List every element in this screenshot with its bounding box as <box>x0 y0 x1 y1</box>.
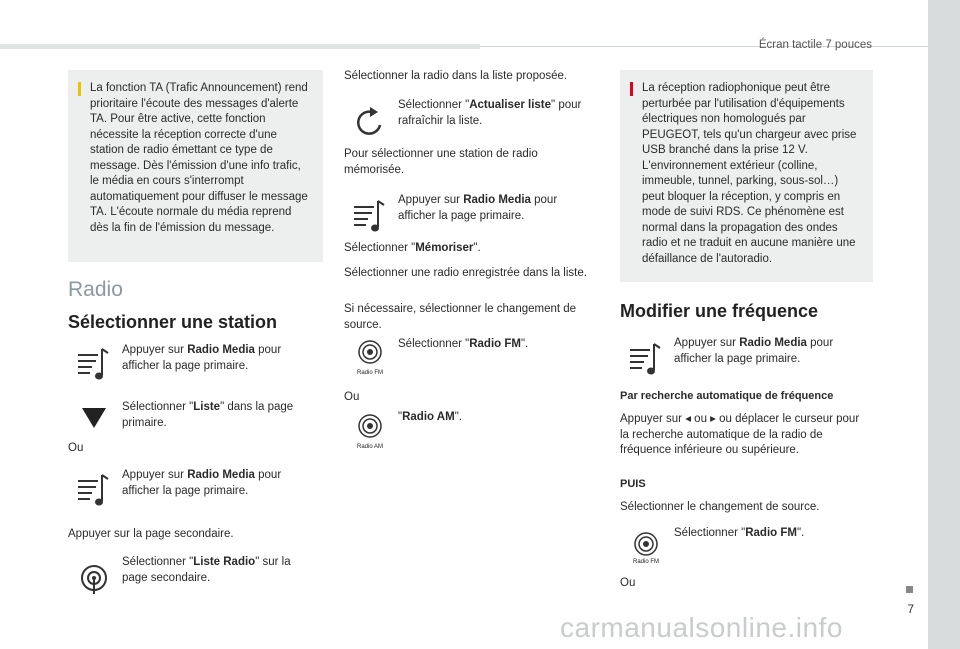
ou-label: Ou <box>620 577 636 589</box>
page-number: 7 <box>907 602 914 616</box>
watermark: carmanualsonline.info <box>560 612 843 643</box>
ou-label: Ou <box>68 442 84 454</box>
header-rule-left <box>0 44 480 49</box>
step-memoriser: Sélectionner "Mémoriser". <box>344 242 481 254</box>
step-open-radio-media-3: Appuyer sur Radio Media pour afficher la page primaire. <box>398 194 558 222</box>
step-refresh-list: Sélectionner "Actualiser liste" pour rafraîchir la liste. <box>398 99 582 127</box>
step-open-radio-media-2: Appuyer sur Radio Media pour afficher la page primaire. <box>122 469 282 497</box>
warning-box-reception <box>620 70 873 282</box>
radio-media-icon <box>74 345 114 385</box>
subsection-title-frequency: Modifier une fréquence <box>620 301 819 321</box>
chevron-right-icon: ▸ <box>710 413 716 425</box>
info-marker <box>78 82 81 96</box>
step-select-stored-radio: Sélectionner une radio enregistrée dans la liste. <box>344 267 587 279</box>
radio-fm-icon-caption: Radio FM <box>356 370 383 376</box>
refresh-icon <box>350 103 390 143</box>
page-header-title: Écran tactile 7 pouces <box>758 39 872 51</box>
puis-label: PUIS <box>620 478 646 490</box>
info-text: La fonction TA (Trafic Announcement) rend prioritaire l'écoute des messages d'alerte TA. Pour être active, cette fonction nécessite la réception correcte d'une station de radio émettant ce type de message. Dès l'émission d'une info trafic, le média en cours s'interrompt automatiquement pour diffuser le message TA. L'écoute normale du média reprend dès la fin de l'émission du message. <box>90 82 308 234</box>
section-title: Radio <box>68 278 123 301</box>
warning-marker <box>630 82 633 96</box>
radio-media-icon <box>74 471 114 511</box>
radio-media-icon <box>350 197 390 237</box>
radio-list-icon <box>74 558 114 598</box>
page-marker <box>906 586 913 593</box>
step-change-source-2: Sélectionner le changement de source. <box>620 501 820 513</box>
step-change-source: Si nécessaire, sélectionner le changement de source. <box>344 303 577 331</box>
warning-text: La réception radiophonique peut être perturbée par l'utilisation d'équipements électriques non homologués par PEUGEOT, tels qu'un chargeur avec prise USB branché dans la prise 12 V. L'environnement extérieur (colline, immeuble, tunnel, parking, sous-sol…) peut bloquer la réception, y compris en mode de suivi RDS. Ce phénomène est normal dans la propagation des ondes radio et ne traduit en aucune manière une défaillance de l'autoradio. <box>642 82 857 265</box>
page-sidebar <box>928 0 960 649</box>
step-select-radio-am: "Radio AM". <box>398 411 462 423</box>
step-select-radio-fm-2: Sélectionner "Radio FM". <box>674 527 805 539</box>
step-select-radio-fm: Sélectionner "Radio FM". <box>398 338 529 350</box>
step-select-liste: Sélectionner "Liste" dans la page primaire. <box>122 401 294 429</box>
radio-am-icon-caption: Radio AM <box>356 444 383 450</box>
step-choose-radio: Sélectionner la radio dans la liste proposée. <box>344 70 568 82</box>
step-open-radio-media-4: Appuyer sur Radio Media pour afficher la page primaire. <box>674 337 834 365</box>
list-triangle-icon <box>74 398 114 438</box>
subsection-title: Sélectionner une station <box>68 312 278 332</box>
info-box-ta <box>68 70 323 262</box>
step-select-liste-radio: Sélectionner "Liste Radio" sur la page secondaire. <box>122 556 291 584</box>
auto-search-heading: Par recherche automatique de fréquence <box>620 390 834 402</box>
step-open-radio-media: Appuyer sur Radio Media pour afficher la page primaire. <box>122 344 282 372</box>
chevron-left-icon: ◂ <box>685 413 691 425</box>
ou-label: Ou <box>344 391 360 403</box>
radio-media-icon <box>626 340 666 380</box>
step-auto-search: Appuyer sur ◂ ou ▸ ou déplacer le curseur pour la recherche automatique de la radio de fréquence inférieure ou supérieure. <box>620 413 860 456</box>
radio-fm-icon-caption: Radio FM <box>632 559 659 565</box>
step-secondary-page: Appuyer sur la page secondaire. <box>68 528 234 540</box>
stored-station-intro: Pour sélectionner une station de radio mémorisée. <box>344 148 538 176</box>
